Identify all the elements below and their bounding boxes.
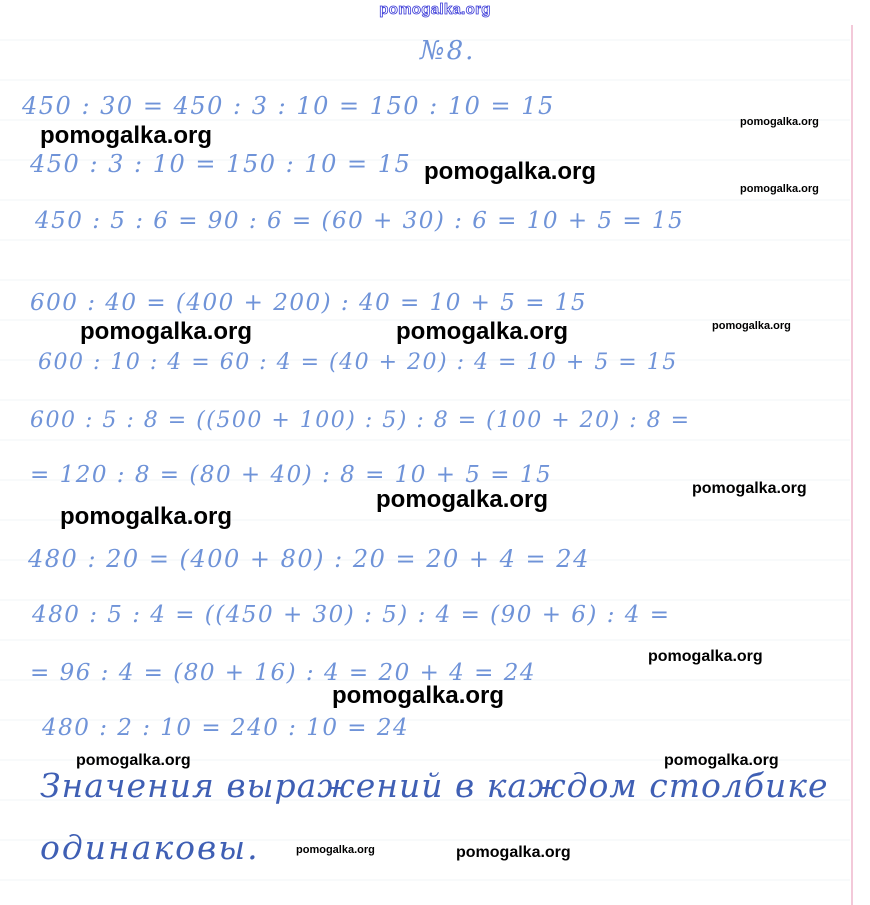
site-header-logo[interactable]: pomogalka.org [379,1,491,18]
watermark: pomogalka.org [740,183,819,195]
watermark: pomogalka.org [664,752,779,769]
watermark: pomogalka.org [648,648,763,665]
watermark: pomogalka.org [296,844,375,856]
math-line-3: 450 : 5 : 6 = 90 : 6 = (60 + 30) : 6 = 10 + 5 = 15 [35,208,685,234]
watermark: pomogalka.org [396,318,569,345]
math-line-7: = 120 : 8 = (80 + 40) : 8 = 10 + 5 = 15 [30,462,553,488]
math-line-5: 600 : 10 : 4 = 60 : 4 = (40 + 20) : 4 = 10 + 5 = 15 [38,350,678,375]
margin-line [851,25,853,905]
watermark: pomogalka.org [40,122,213,149]
math-line-10: = 96 : 4 = (80 + 16) : 4 = 20 + 4 = 24 [30,660,536,686]
watermark: pomogalka.org [332,682,505,709]
math-line-2: 450 : 3 : 10 = 150 : 10 = 15 [30,150,412,178]
watermark: pomogalka.org [60,503,233,530]
task-number: №8. [420,36,476,66]
watermark: pomogalka.org [692,480,807,497]
watermark: pomogalka.org [80,318,253,345]
watermark: pomogalka.org [712,320,791,332]
math-line-4: 600 : 40 = (400 + 200) : 40 = 10 + 5 = 15 [30,290,588,316]
math-line-9: 480 : 5 : 4 = ((450 + 30) : 5) : 4 = (90 + 6) : 4 = [32,602,671,628]
watermark: pomogalka.org [740,116,819,128]
conclusion-line-1: Значения выражений в каждом столбике [40,766,829,805]
watermark: pomogalka.org [424,158,597,185]
math-line-6: 600 : 5 : 8 = ((500 + 100) : 5) : 8 = (100 + 20) : 8 = [30,408,691,433]
watermark: pomogalka.org [376,486,549,513]
math-line-11: 480 : 2 : 10 = 240 : 10 = 24 [42,715,410,741]
watermark: pomogalka.org [456,844,571,861]
math-line-1: 450 : 30 = 450 : 3 : 10 = 150 : 10 = 15 [22,92,555,120]
conclusion-line-2: одинаковы. [40,828,260,867]
watermark: pomogalka.org [76,752,191,769]
math-line-8: 480 : 20 = (400 + 80) : 20 = 20 + 4 = 24 [28,545,590,573]
